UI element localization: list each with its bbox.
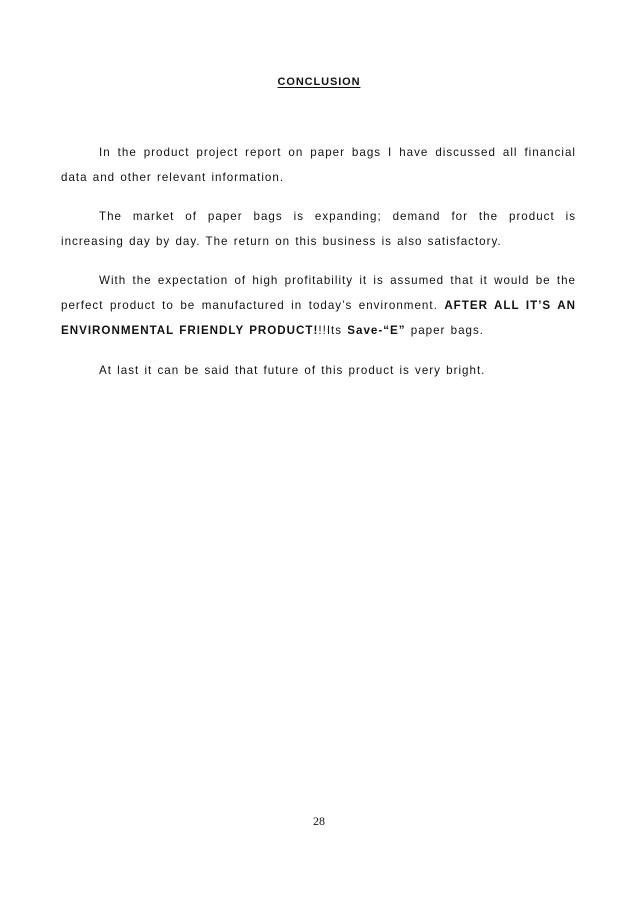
paragraph-1-text: In the product project report on paper bags I have discussed all financial data and other relevant information. xyxy=(61,146,576,184)
page-title: CONCLUSION xyxy=(277,76,361,88)
paragraph-3-bold-slogan: AFTER ALL IT’S AN ENVIRONMENTAL FRIENDLY PRODUCT! xyxy=(61,299,576,337)
page-number: 28 xyxy=(313,814,325,828)
paragraph-1 xyxy=(61,140,576,190)
paragraph-3-text-after: paper bags. xyxy=(405,324,485,337)
paragraph-4-text: At last it can be said that future of this product is very bright. xyxy=(99,364,486,377)
paragraph-3-text-before: With the expectation of high profitability it is assumed that it would be the perfect product to be manufactured in today’s environment. xyxy=(61,274,576,312)
paragraph-2-text: The market of paper bags is expanding; demand for the product is increasing day by day. The return on this business is also satisfactory. xyxy=(61,210,576,248)
paragraph-3-bold-brand: Save-“E” xyxy=(347,324,406,337)
paragraph-3 xyxy=(61,268,576,343)
paragraph-3-text-mid: !!Its xyxy=(318,324,348,337)
paragraph-4 xyxy=(61,358,576,383)
paragraph-2 xyxy=(61,204,576,254)
